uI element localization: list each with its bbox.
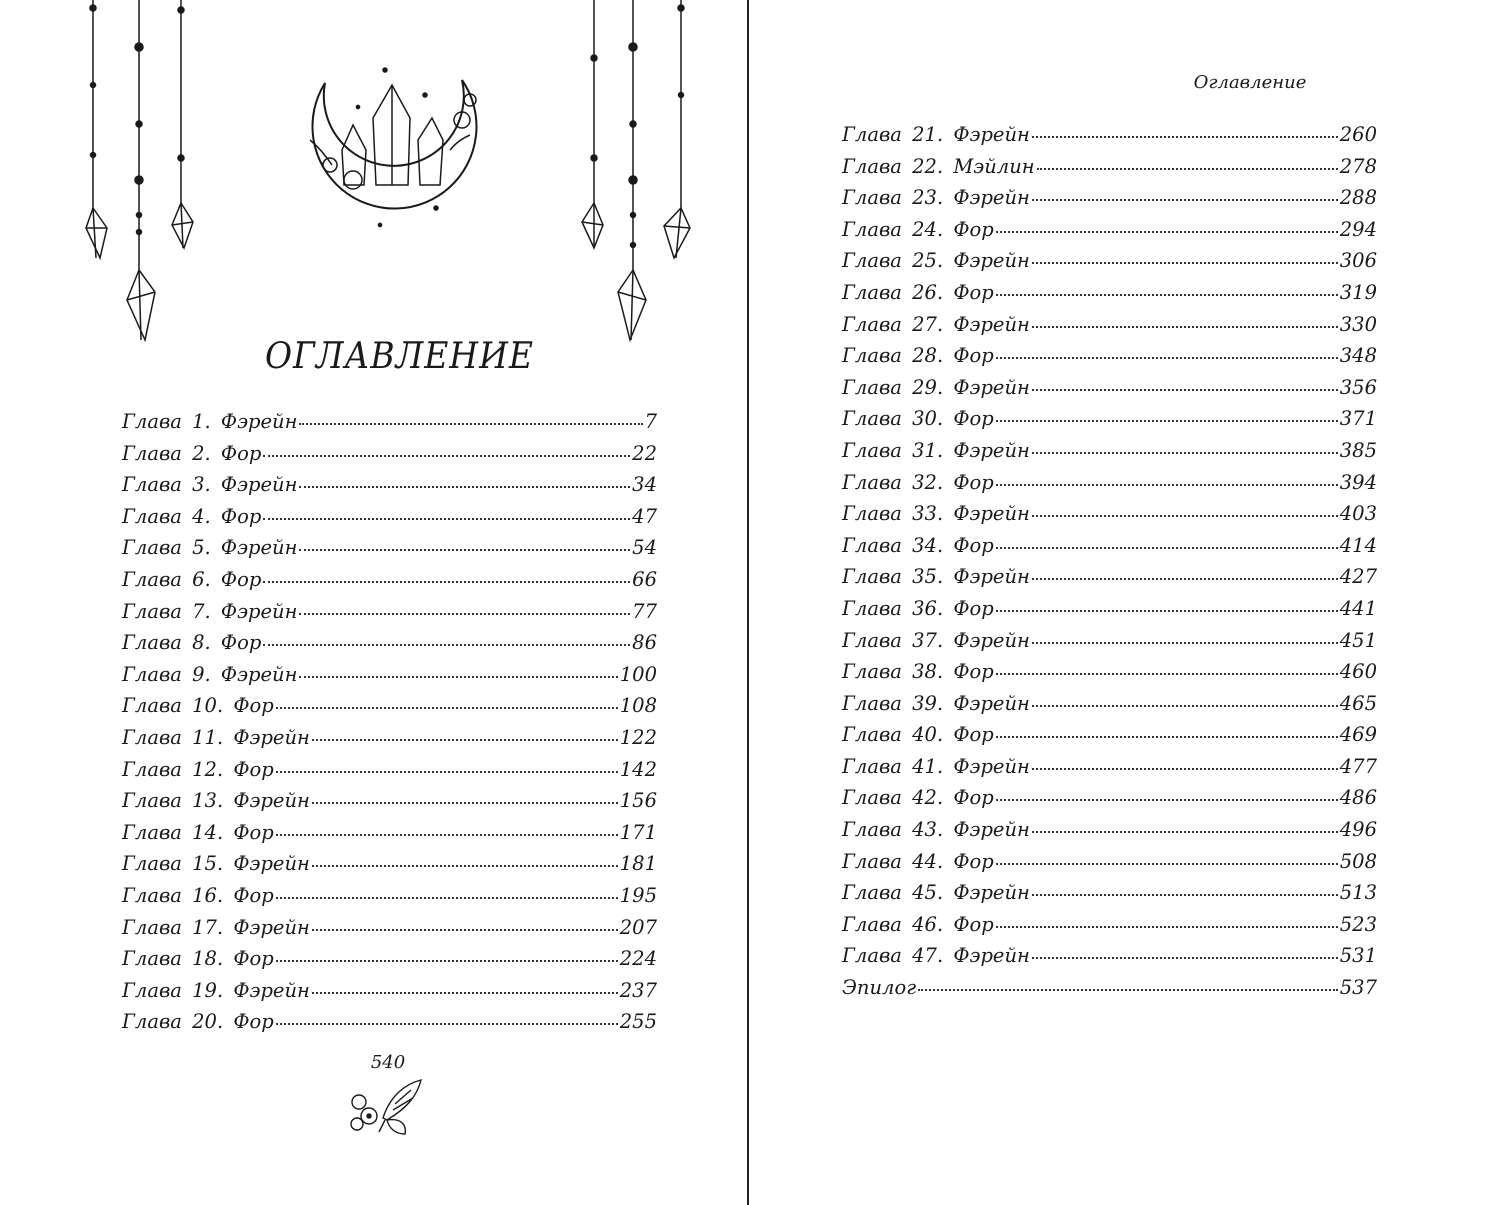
toc-entry: [122, 852, 657, 884]
dot-leader: [996, 610, 1338, 612]
dot-leader: [276, 771, 618, 773]
toc-entry: [122, 726, 657, 758]
dot-leader: [996, 231, 1338, 233]
toc-entry: [842, 471, 1377, 503]
toc-entry-label: Глава 2. Фор: [122, 441, 262, 465]
dot-leader: [276, 960, 618, 962]
toc-entry: [842, 692, 1377, 724]
toc-entry: [842, 565, 1377, 597]
toc-entry-page: 306: [1339, 249, 1377, 273]
toc-entry-label: Глава 17. Фэрейн: [122, 915, 310, 939]
toc-entry-label: Глава 18. Фор: [122, 947, 274, 971]
toc-entry-page: 142: [619, 757, 657, 781]
toc-list-right: [842, 123, 1377, 1008]
toc-entry-label: Глава 4. Фор: [122, 504, 262, 528]
toc-entry: [122, 979, 657, 1011]
dot-leader: [312, 929, 618, 931]
toc-entry-label: Глава 21. Фэрейн: [842, 123, 1030, 146]
toc-entry-label: Глава 27. Фэрейн: [842, 312, 1030, 336]
toc-entry: [122, 536, 657, 568]
toc-entry-label: Глава 30. Фор: [842, 407, 994, 431]
toc-entry-page: 195: [619, 883, 657, 907]
toc-entry-label: Глава 14. Фор: [122, 820, 274, 844]
toc-entry: [842, 660, 1377, 692]
toc-entry: [842, 976, 1377, 1008]
dot-leader: [918, 989, 1338, 991]
dot-leader: [1032, 831, 1338, 833]
toc-entry-label: Глава 36. Фор: [842, 596, 994, 620]
left-page: [0, 0, 747, 1205]
toc-entry-label: Глава 41. Фэрейн: [842, 754, 1030, 778]
dot-leader: [1032, 262, 1338, 264]
toc-entry-label: Глава 38. Фор: [842, 660, 994, 684]
toc-entry-label: Глава 35. Фэрейн: [842, 565, 1030, 589]
toc-entry-label: Глава 34. Фор: [842, 533, 994, 557]
dot-leader: [996, 294, 1338, 296]
toc-entry: [842, 407, 1377, 439]
toc-entry: [842, 502, 1377, 534]
toc-entry-page: 537: [1339, 976, 1377, 1000]
dot-leader: [1032, 705, 1338, 707]
toc-entry: [842, 313, 1377, 345]
toc-entry: [842, 786, 1377, 818]
dot-leader: [1032, 199, 1338, 201]
toc-entry-label: Глава 12. Фор: [122, 757, 274, 781]
toc-entry-page: 508: [1339, 849, 1377, 873]
dot-leader: [299, 676, 617, 678]
toc-entry-page: 34: [632, 473, 657, 497]
toc-entry-page: 122: [619, 725, 657, 749]
dot-leader: [996, 673, 1338, 675]
toc-entry-page: 100: [619, 662, 657, 686]
hanging-crystals-ornament: [0, 0, 747, 350]
toc-entry-label: Глава 29. Фэрейн: [842, 375, 1030, 399]
toc-entry-page: 86: [632, 631, 657, 655]
dot-leader: [299, 613, 630, 615]
toc-entry-page: 371: [1339, 407, 1377, 431]
page-number: 540: [370, 1052, 406, 1073]
toc-entry-page: 496: [1339, 818, 1377, 842]
dot-leader: [996, 926, 1338, 928]
toc-entry: [842, 597, 1377, 629]
toc-entry: [842, 629, 1377, 661]
toc-entry-label: Глава 40. Фор: [842, 723, 994, 747]
toc-entry-page: 477: [1339, 754, 1377, 778]
dot-leader: [299, 423, 642, 425]
toc-entry: [122, 505, 657, 537]
toc-entry: [842, 881, 1377, 913]
toc-entry-page: 460: [1339, 660, 1377, 684]
dot-leader: [1037, 168, 1338, 170]
toc-entry-label: Глава 11. Фэрейн: [122, 725, 310, 749]
toc-entry-page: 414: [1339, 533, 1377, 557]
toc-entry: [842, 944, 1377, 976]
toc-entry-label: Глава 9. Фэрейн: [122, 662, 298, 686]
dot-leader: [263, 518, 630, 520]
toc-entry: [842, 123, 1377, 155]
dot-leader: [996, 799, 1338, 801]
toc-entry-page: 171: [619, 820, 657, 844]
toc-entry-label: Глава 24. Фор: [842, 217, 994, 241]
toc-entry-label: Глава 42. Фор: [842, 786, 994, 810]
dot-leader: [996, 484, 1338, 486]
toc-entry-page: 288: [1339, 186, 1377, 210]
toc-entry-label: Глава 45. Фэрейн: [842, 881, 1030, 905]
toc-entry: [122, 789, 657, 821]
toc-entry-page: 451: [1339, 628, 1377, 652]
toc-entry-label: Глава 37. Фэрейн: [842, 628, 1030, 652]
toc-entry-page: 77: [632, 599, 657, 623]
toc-entry: [842, 155, 1377, 187]
dot-leader: [299, 549, 630, 551]
toc-entry-label: Глава 3. Фэрейн: [122, 473, 298, 497]
toc-entry-label: Глава 25. Фэрейн: [842, 249, 1030, 273]
crescent-moon-crystals-icon: [310, 68, 476, 227]
hanging-crystal-icon: [582, 0, 603, 248]
dot-leader: [312, 865, 618, 867]
toc-entry: [842, 218, 1377, 250]
toc-entry: [122, 410, 657, 442]
dot-leader: [263, 644, 630, 646]
toc-entry: [122, 821, 657, 853]
toc-entry-page: 224: [619, 947, 657, 971]
toc-entry-page: 523: [1339, 912, 1377, 936]
dot-leader: [1032, 578, 1338, 580]
toc-entry-page: 54: [632, 536, 657, 560]
toc-entry-label: Глава 15. Фэрейн: [122, 852, 310, 876]
toc-entry-label: Глава 43. Фэрейн: [842, 818, 1030, 842]
dot-leader: [276, 1023, 618, 1025]
dot-leader: [996, 420, 1338, 422]
toc-entry-label: Эпилог: [842, 976, 917, 1000]
dot-leader: [1032, 389, 1338, 391]
dot-leader: [1032, 452, 1338, 454]
hanging-crystal-icon: [172, 0, 193, 248]
toc-entry-page: 513: [1339, 881, 1377, 905]
toc-entry-page: 278: [1339, 154, 1377, 178]
hanging-crystal-icon: [664, 0, 690, 258]
toc-entry-page: 47: [632, 504, 657, 528]
toc-entry-label: Глава 10. Фор: [122, 694, 274, 718]
dot-leader: [263, 455, 630, 457]
toc-entry: [842, 249, 1377, 281]
toc-entry-page: 356: [1339, 375, 1377, 399]
toc-entry-page: 255: [619, 1010, 657, 1034]
toc-entry: [122, 631, 657, 663]
toc-entry: [842, 281, 1377, 313]
toc-entry-page: 427: [1339, 565, 1377, 589]
running-head: Оглавление: [1193, 72, 1307, 93]
dot-leader: [996, 547, 1338, 549]
toc-entry: [842, 755, 1377, 787]
toc-entry-label: Глава 20. Фор: [122, 1010, 274, 1034]
toc-entry: [842, 913, 1377, 945]
toc-entry-page: 156: [619, 789, 657, 813]
toc-entry: [122, 442, 657, 474]
toc-entry-label: Глава 7. Фэрейн: [122, 599, 298, 623]
toc-entry-page: 403: [1339, 502, 1377, 526]
toc-entry-page: 207: [619, 915, 657, 939]
dot-leader: [996, 863, 1338, 865]
dot-leader: [1032, 957, 1338, 959]
toc-entry-page: 441: [1339, 596, 1377, 620]
toc-entry-label: Глава 33. Фэрейн: [842, 502, 1030, 526]
toc-entry-label: Глава 46. Фор: [842, 912, 994, 936]
toc-entry-page: 385: [1339, 438, 1377, 462]
toc-entry: [842, 723, 1377, 755]
toc-entry-label: Глава 39. Фэрейн: [842, 691, 1030, 715]
toc-entry: [122, 1010, 657, 1042]
dot-leader: [299, 486, 630, 488]
toc-entry: [842, 818, 1377, 850]
toc-entry-label: Глава 5. Фэрейн: [122, 536, 298, 560]
toc-entry-page: 108: [619, 694, 657, 718]
toc-entry: [842, 376, 1377, 408]
toc-title: ОГЛАВЛЕНИЕ: [265, 334, 534, 377]
dot-leader: [996, 736, 1338, 738]
toc-entry-label: Глава 1. Фэрейн: [122, 410, 298, 433]
dot-leader: [312, 802, 618, 804]
toc-entry-page: 319: [1339, 280, 1377, 304]
toc-entry-page: 260: [1339, 123, 1377, 146]
toc-entry-label: Глава 32. Фор: [842, 470, 994, 494]
toc-entry-label: Глава 44. Фор: [842, 849, 994, 873]
dot-leader: [996, 357, 1338, 359]
dot-leader: [276, 897, 618, 899]
toc-entry: [122, 694, 657, 726]
dot-leader: [263, 581, 630, 583]
dot-leader: [1032, 768, 1338, 770]
dot-leader: [276, 707, 618, 709]
dot-leader: [1032, 326, 1338, 328]
toc-entry-label: Глава 16. Фор: [122, 883, 274, 907]
hanging-crystal-icon: [86, 0, 107, 258]
toc-entry-label: Глава 13. Фэрейн: [122, 789, 310, 813]
dot-leader: [1032, 515, 1338, 517]
toc-entry-page: 330: [1339, 312, 1377, 336]
toc-entry-page: 237: [619, 978, 657, 1002]
toc-entry-label: Глава 6. Фор: [122, 567, 262, 591]
toc-entry-page: 66: [632, 567, 657, 591]
toc-entry-page: 348: [1339, 344, 1377, 368]
toc-entry-page: 531: [1339, 944, 1377, 968]
toc-entry: [122, 568, 657, 600]
toc-entry-page: 394: [1339, 470, 1377, 494]
toc-entry-page: 7: [644, 410, 657, 433]
toc-entry: [122, 884, 657, 916]
book-gutter: [747, 0, 749, 1205]
toc-list-left: [122, 410, 657, 1042]
dot-leader: [1032, 894, 1338, 896]
toc-entry-page: 486: [1339, 786, 1377, 810]
toc-entry: [122, 473, 657, 505]
hanging-crystal-icon: [127, 0, 155, 340]
toc-entry-label: Глава 26. Фор: [842, 280, 994, 304]
toc-entry-label: Глава 8. Фор: [122, 631, 262, 655]
toc-entry: [842, 439, 1377, 471]
toc-entry: [122, 600, 657, 632]
toc-entry-label: Глава 31. Фэрейн: [842, 438, 1030, 462]
toc-entry: [122, 947, 657, 979]
right-page: [750, 0, 1500, 1205]
toc-entry-page: 469: [1339, 723, 1377, 747]
toc-entry: [842, 344, 1377, 376]
hanging-crystal-icon: [618, 0, 646, 340]
toc-entry: [842, 534, 1377, 566]
toc-entry: [122, 916, 657, 948]
butterfly-flowers-icon: [345, 1076, 425, 1136]
toc-entry: [842, 186, 1377, 218]
toc-entry: [122, 663, 657, 695]
toc-entry-label: Глава 19. Фэрейн: [122, 978, 310, 1002]
toc-entry-page: 181: [619, 852, 657, 876]
toc-entry-page: 294: [1339, 217, 1377, 241]
toc-entry: [122, 758, 657, 790]
dot-leader: [312, 739, 618, 741]
toc-entry-label: Глава 23. Фэрейн: [842, 186, 1030, 210]
dot-leader: [1032, 642, 1338, 644]
toc-entry-page: 465: [1339, 691, 1377, 715]
toc-entry-label: Глава 22. Мэйлин: [842, 154, 1035, 178]
dot-leader: [312, 992, 618, 994]
dot-leader: [1032, 136, 1338, 138]
toc-entry-label: Глава 28. Фор: [842, 344, 994, 368]
toc-entry-page: 22: [632, 441, 657, 465]
dot-leader: [276, 834, 618, 836]
toc-entry: [842, 850, 1377, 882]
toc-entry-label: Глава 47. Фэрейн: [842, 944, 1030, 968]
